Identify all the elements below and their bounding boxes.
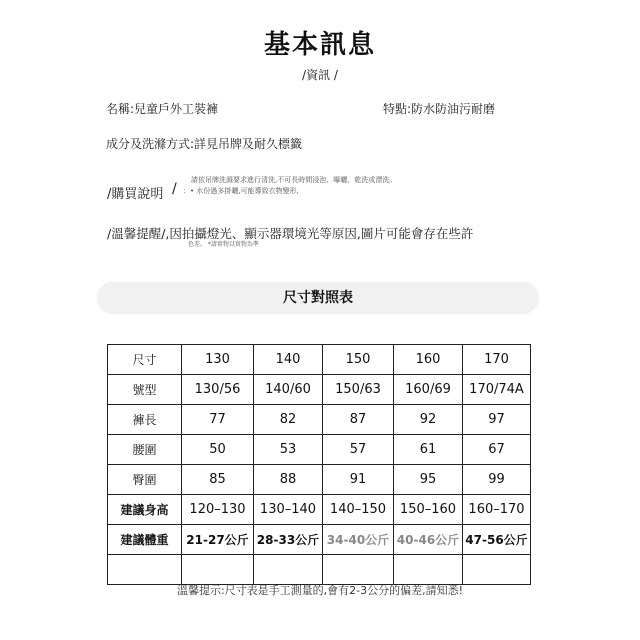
table-cell bbox=[323, 555, 394, 585]
row-label: 腰圍 bbox=[108, 435, 182, 465]
table-cell: 21-27公斤 bbox=[182, 525, 254, 555]
purchase-label: /購買說明 bbox=[107, 187, 164, 202]
product-name: 名稱:兒童戶外工裝褲 bbox=[106, 102, 219, 116]
table-cell: 28-33公斤 bbox=[254, 525, 323, 555]
table-cell: 85 bbox=[182, 465, 254, 495]
table-cell: 34-40公斤 bbox=[323, 525, 394, 555]
table-cell: 67 bbox=[463, 435, 531, 465]
product-feature: 特點:防水防油污耐磨 bbox=[383, 102, 496, 116]
table-cell bbox=[108, 555, 182, 585]
composition-care: 成分及洗滌方式:詳見吊牌及耐久標籤 bbox=[106, 137, 303, 151]
table-row-height bbox=[108, 495, 531, 525]
row-label: 建議身高 bbox=[108, 495, 182, 525]
table-row-model bbox=[108, 375, 531, 405]
table-cell: 97 bbox=[463, 405, 531, 435]
table-cell: 160/69 bbox=[394, 375, 463, 405]
table-cell: 99 bbox=[463, 465, 531, 495]
size-table bbox=[107, 344, 531, 585]
table-cell bbox=[254, 555, 323, 585]
table-cell: 95 bbox=[394, 465, 463, 495]
purchase-note-2: ：• 水份過多掛曬,可能導致衣物變形, bbox=[183, 187, 299, 195]
purchase-slash: / bbox=[172, 181, 177, 197]
table-row-waist bbox=[108, 435, 531, 465]
table-cell: 87 bbox=[323, 405, 394, 435]
reminder-text: /溫馨提醒/,因拍攝燈光、顯示器環境光等原因,圖片可能會存在些許 bbox=[107, 226, 474, 241]
table-cell: 40-46公斤 bbox=[394, 525, 463, 555]
table-cell: 160 bbox=[394, 345, 463, 375]
table-cell: 91 bbox=[323, 465, 394, 495]
table-row-size bbox=[108, 345, 531, 375]
table-cell bbox=[394, 555, 463, 585]
row-label: 建議體重 bbox=[108, 525, 182, 555]
row-label: 號型 bbox=[108, 375, 182, 405]
table-cell: 170 bbox=[463, 345, 531, 375]
table-cell: 61 bbox=[394, 435, 463, 465]
footer-note: 溫馨提示:尺寸表是手工測量的,會有2-3公分的偏差,請知悉! bbox=[176, 584, 464, 597]
table-cell: 160–170 bbox=[463, 495, 531, 525]
table-cell: 130–140 bbox=[254, 495, 323, 525]
table-cell: 150–160 bbox=[394, 495, 463, 525]
row-label: 褲長 bbox=[108, 405, 182, 435]
table-cell: 88 bbox=[254, 465, 323, 495]
page-title: 基本訊息 bbox=[263, 30, 376, 60]
table-cell: 47-56公斤 bbox=[463, 525, 531, 555]
reminder-note: 色差。 *請實物以實物為準 bbox=[188, 241, 259, 248]
table-cell: 92 bbox=[394, 405, 463, 435]
table-cell: 57 bbox=[323, 435, 394, 465]
page-subtitle: /資訊 / bbox=[302, 68, 338, 82]
table-cell bbox=[182, 555, 254, 585]
purchase-note-1: 請依吊牌洗滌要求進行清洗,不可長時間浸泡、曝曬、乾洗或漂洗。 bbox=[191, 176, 397, 184]
table-cell: 130/56 bbox=[182, 375, 254, 405]
row-label: 尺寸 bbox=[108, 345, 182, 375]
table-cell: 150 bbox=[323, 345, 394, 375]
table-cell: 140–150 bbox=[323, 495, 394, 525]
table-cell: 170/74A bbox=[463, 375, 531, 405]
table-row-weight bbox=[108, 525, 531, 555]
table-cell: 130 bbox=[182, 345, 254, 375]
table-cell: 82 bbox=[254, 405, 323, 435]
table-cell: 53 bbox=[254, 435, 323, 465]
table-cell: 77 bbox=[182, 405, 254, 435]
size-chart-heading: 尺寸對照表 bbox=[98, 282, 538, 312]
table-cell bbox=[463, 555, 531, 585]
table-row-length bbox=[108, 405, 531, 435]
table-cell: 120–130 bbox=[182, 495, 254, 525]
table-cell: 150/63 bbox=[323, 375, 394, 405]
table-cell: 50 bbox=[182, 435, 254, 465]
table-row-hip bbox=[108, 465, 531, 495]
table-cell: 140 bbox=[254, 345, 323, 375]
table-row-empty bbox=[108, 555, 531, 585]
row-label: 臀圍 bbox=[108, 465, 182, 495]
table-cell: 140/60 bbox=[254, 375, 323, 405]
